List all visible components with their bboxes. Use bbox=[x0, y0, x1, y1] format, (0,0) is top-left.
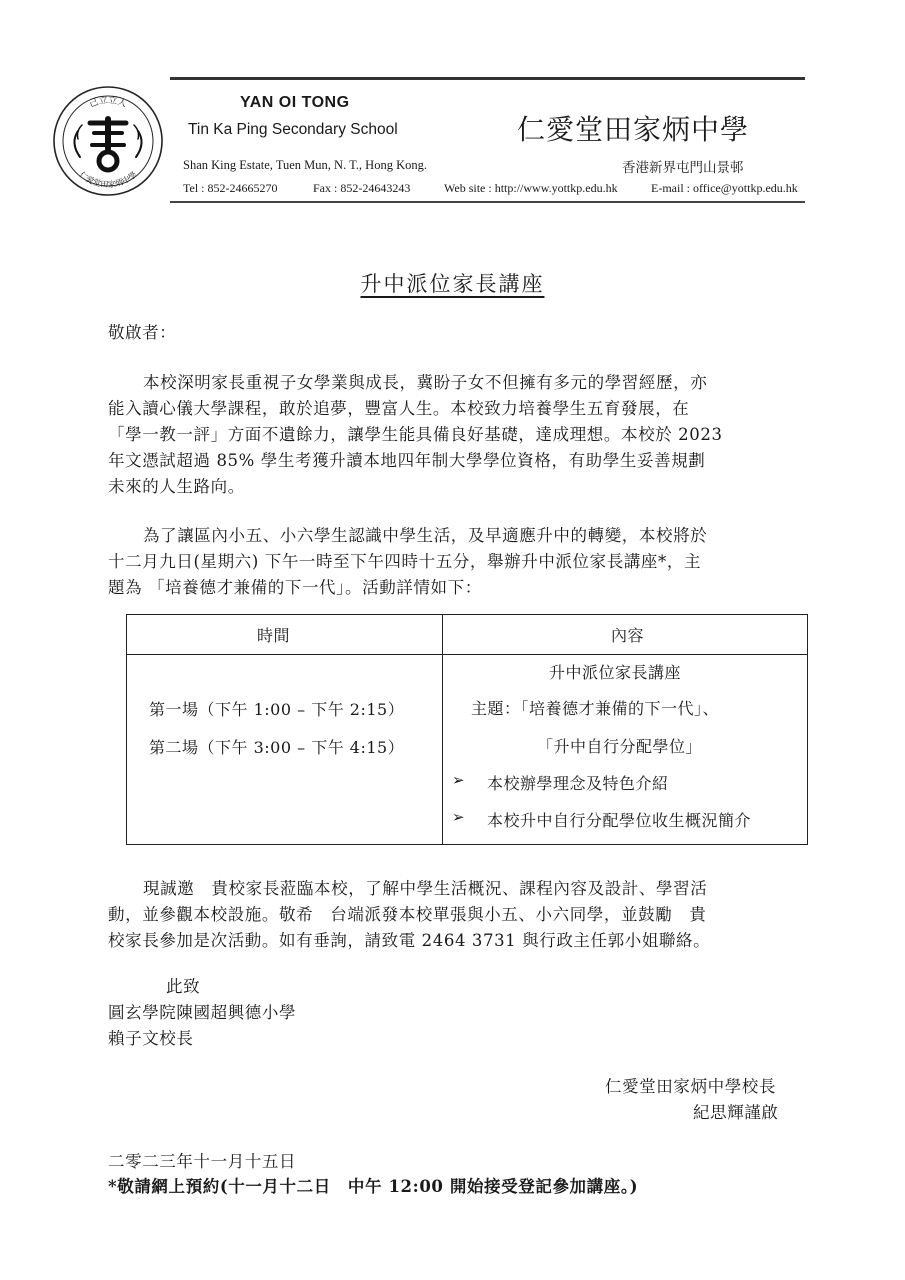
session-2-time: 第二場（下午 3:00 – 下午 4:15） bbox=[149, 738, 405, 757]
fax: Fax : 852-24643243 bbox=[313, 181, 411, 195]
table-header-time: 時間 bbox=[257, 626, 291, 645]
school-name-zh: 仁愛堂田家炳中學 bbox=[517, 113, 750, 146]
content-theme-line2: 「升中自行分配學位」 bbox=[537, 737, 703, 756]
bullet-arrow-icon: ➢ bbox=[452, 808, 466, 826]
content-theme-line1: 主題：「培養德才兼備的下一代」、 bbox=[471, 699, 720, 718]
school-name-en-line2: Tin Ka Ping Secondary School bbox=[188, 121, 398, 138]
para3-line2: 動，並參觀本校設施。敬希 台端派發本校單張與小五、小六同學，並鼓勵 貴 bbox=[108, 905, 707, 924]
para2-line2: 十二月九日(星期六) 下午一時至下午四時十五分，舉辦升中派位家長講座*，主 bbox=[108, 552, 702, 571]
table-column-divider bbox=[442, 615, 443, 844]
para1-line3: 「學一教一評」方面不遺餘力，讓學生能具備良好基礎，達成理想。本校於 2023 bbox=[108, 425, 723, 444]
para2-line3: 題為 「培養德才兼備的下一代」。活動詳情如下： bbox=[108, 578, 482, 597]
address-zh: 香港新界屯門山景邨 bbox=[622, 160, 744, 176]
school-logo bbox=[52, 85, 164, 197]
bullet-arrow-icon: ➢ bbox=[452, 771, 466, 789]
para1-line2: 能入讀心儀大學課程，敢於追夢，豐富人生。本校致力培養學生五育發展，在 bbox=[108, 399, 690, 418]
content-title: 升中派位家長講座 bbox=[549, 663, 682, 682]
table-header-divider bbox=[127, 654, 807, 655]
event-table bbox=[126, 614, 808, 845]
para1-line1: 本校深明家長重視子女學業與成長，冀盼子女不但擁有多元的學習經歷，亦 bbox=[143, 373, 708, 392]
salutation: 敬啟者： bbox=[108, 323, 177, 342]
header-rule-bottom bbox=[170, 201, 805, 203]
sender-name: 紀思輝謹啟 bbox=[693, 1103, 779, 1122]
closing: 此致 bbox=[166, 977, 201, 996]
recipient-school: 圓玄學院陳國超興德小學 bbox=[108, 1003, 297, 1022]
registration-footnote: *敬請網上預約(十一月十二日 中午 12:00 開始接受登記參加講座。) bbox=[108, 1177, 639, 1196]
website: Web site : http://www.yottkp.edu.hk bbox=[444, 181, 618, 195]
logo-school-name: 仁愛堂田家炳中學 bbox=[77, 170, 139, 190]
content-bullet-1: 本校辦學理念及特色介紹 bbox=[487, 774, 669, 793]
letter-date: 二零二三年十一月十五日 bbox=[108, 1152, 297, 1171]
para1-line5: 未來的人生路向。 bbox=[108, 477, 245, 496]
session-1-time: 第一場（下午 1:00 – 下午 2:15） bbox=[149, 700, 405, 719]
para3-line3: 校家長參加是次活動。如有垂詢，請致電 2464 3731 與行政主任郭小姐聯絡。 bbox=[108, 931, 711, 950]
recipient-person: 賴子文校長 bbox=[108, 1029, 194, 1048]
letter-title: 升中派位家長講座 bbox=[360, 272, 545, 296]
address-en: Shan King Estate, Tuen Mun, N. T., Hong Kong. bbox=[183, 158, 427, 172]
para3-line1: 現誠邀 貴校家長蒞臨本校，了解中學生活概況、課程內容及設計、學習活 bbox=[143, 879, 708, 898]
table-header-content: 內容 bbox=[611, 626, 645, 645]
telephone: Tel : 852-24665270 bbox=[183, 181, 278, 195]
logo-motto: 己立立人 bbox=[88, 95, 128, 110]
header-rule-top bbox=[170, 77, 805, 80]
content-bullet-2: 本校升中自行分配學位收生概況簡介 bbox=[487, 811, 752, 830]
para2-line1: 為了讓區內小五、小六學生認識中學生活，及早適應升中的轉變，本校將於 bbox=[143, 526, 708, 545]
para1-line4: 年文憑試超過 85% 學生考獲升讀本地四年制大學學位資格，有助學生妥善規劃 bbox=[108, 451, 706, 470]
school-name-en-line1: YAN OI TONG bbox=[240, 94, 350, 111]
email: E-mail : office@yottkp.edu.hk bbox=[651, 181, 798, 195]
sender-title: 仁愛堂田家炳中學校長 bbox=[605, 1077, 776, 1096]
